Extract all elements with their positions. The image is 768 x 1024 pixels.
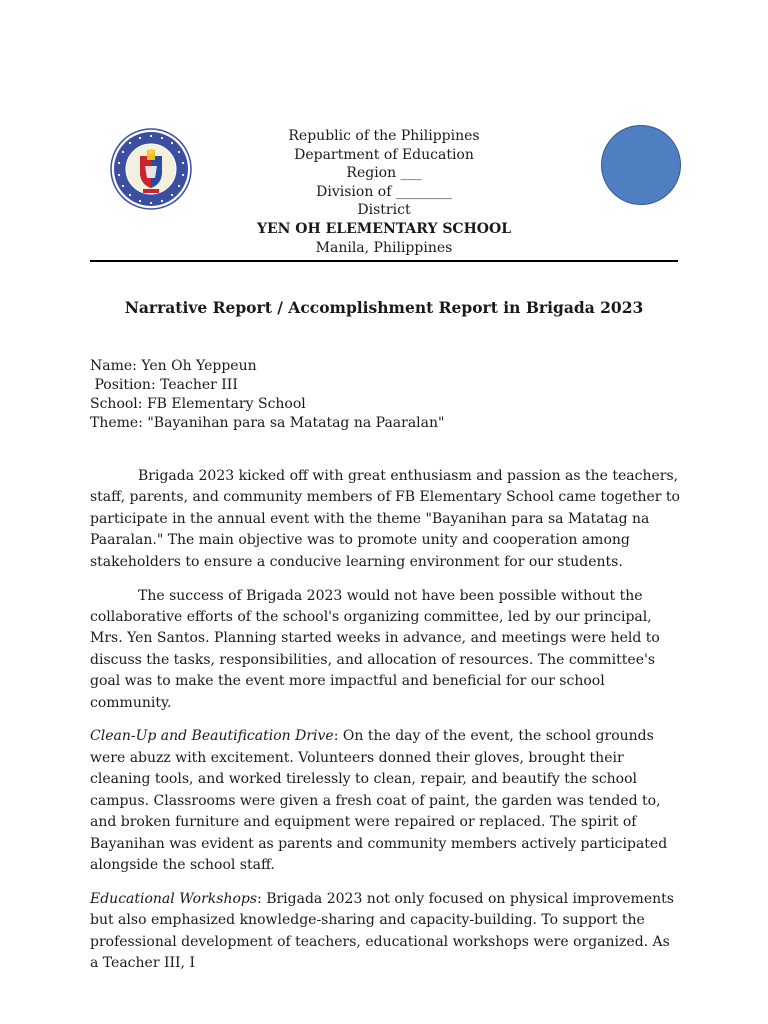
workshops-heading: Educational Workshops xyxy=(90,890,258,907)
paragraph-intro: Brigada 2023 kicked off with great enthusiasm and passion as the teachers, staff, parents, and community members of FB Elementary School came together to participate in the annual event with the theme "Bayanihan para sa Matatag na Paaralan." The main objective was to promote unity and cooperation among stakeholders to ensure a conducive learning environment for our students. xyxy=(90,468,680,570)
header-line-district: District xyxy=(357,202,411,219)
paragraph-committee: The success of Brigada 2023 would not have been possible without the collaborative efforts of the school's organizing committee, led by our principal, Mrs. Yen Santos. Planning started weeks in advance, and meetings were held to discuss the tasks, responsibilities, and allocation of resources. The committee's goal was to make the event more impactful and beneficial for our school community. xyxy=(90,587,660,711)
paragraph-cleanup xyxy=(90,726,680,876)
info-position: Position: Teacher III xyxy=(90,377,238,393)
header-line-division: Division of ________ xyxy=(316,183,452,200)
info-name: Name: Yen Oh Yeppeun xyxy=(90,358,257,374)
header-line-republic: Republic of the Philippines xyxy=(288,128,480,144)
header-line-location: Manila, Philippines xyxy=(315,239,453,256)
letterhead xyxy=(200,127,568,257)
report-info xyxy=(90,357,678,433)
header-line-department: Department of Education xyxy=(294,146,474,163)
paragraph-workshops xyxy=(90,889,680,975)
report-body xyxy=(90,466,680,987)
cleanup-heading: Clean-Up and Beautification Drive xyxy=(90,728,334,745)
cleanup-text: : On the day of the event, the school grounds were abuzz with excitement. Volunteers donned their gloves, brought their cleaning tools, and worked tirelessly to clean, repair, and beautify the school campus. Classrooms were given a fresh coat of paint, the garden was tended to, and broken furniture and equipment were repaired or replaced. The spirit of Bayanihan was evident as parents and community members actively participated alongside the school staff. xyxy=(90,728,668,873)
header-line-region: Region ___ xyxy=(346,165,422,182)
header-line-school: YEN OH ELEMENTARY SCHOOL xyxy=(256,220,512,237)
info-theme: Theme: "Bayanihan para sa Matatag na Paaralan" xyxy=(90,415,445,431)
blue-circle-logo xyxy=(601,125,681,205)
info-school: School: FB Elementary School xyxy=(90,396,306,412)
workshops-text: : Brigada 2023 not only focused on physical improvements but also emphasized knowledge-sharing and capacity-building. To support the professional development of teachers, educational workshops were organized. As a Teacher III, I xyxy=(90,890,674,972)
deped-seal-icon xyxy=(110,128,192,210)
header-divider xyxy=(90,260,678,262)
report-title: Narrative Report / Accomplishment Report in Brigada 2023 xyxy=(124,298,644,317)
